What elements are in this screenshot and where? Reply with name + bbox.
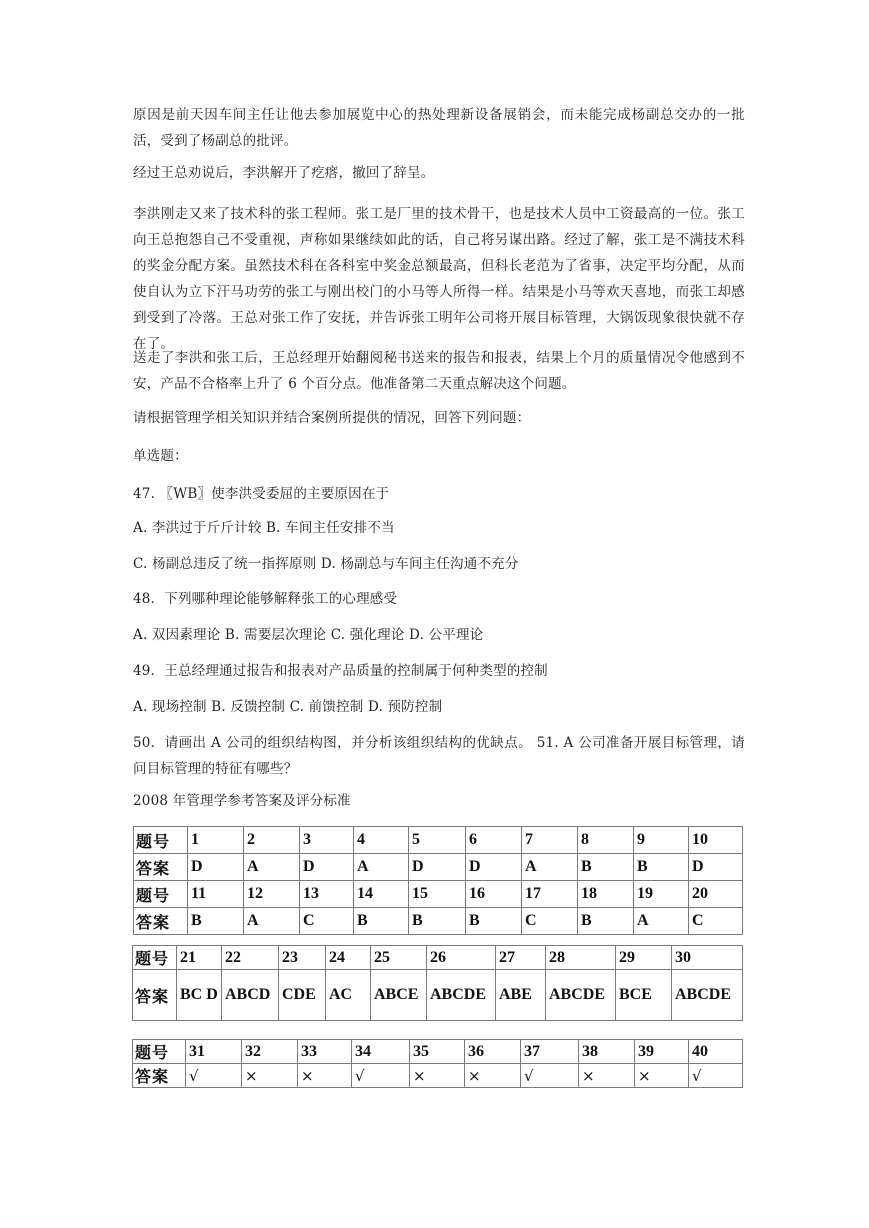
answer-cell: B <box>578 854 634 881</box>
answer-cell: CDE <box>279 970 326 1021</box>
table-row-answers <box>133 1064 743 1088</box>
question-number-cell: 9 <box>634 827 689 854</box>
question-number-cell: 6 <box>466 827 522 854</box>
answer-mark-cell: × <box>242 1064 298 1088</box>
question-number-cell: 39 <box>635 1040 689 1064</box>
question-49-options: A. 现场控制 B. 反馈控制 C. 前馈控制 D. 预防控制 <box>133 699 443 715</box>
row-header-answer: 答案 <box>133 1064 186 1088</box>
question-number-cell: 31 <box>186 1040 242 1064</box>
question-number-cell: 40 <box>689 1040 743 1064</box>
question-number-cell: 17 <box>522 881 578 908</box>
table-row-answers <box>134 908 743 935</box>
paragraph-case-1: 原因是前天因车间主任让他去参加展览中心的热处理新设备展销会，而未能完成杨副总交办的一批活，受到了杨副总的批评。 <box>133 107 745 149</box>
answer-table-1-20 <box>133 826 743 935</box>
row-header-question: 题号 <box>134 881 188 908</box>
question-number-cell: 10 <box>689 827 743 854</box>
question-number-cell: 7 <box>522 827 578 854</box>
question-number-cell: 4 <box>354 827 409 854</box>
question-number-cell: 12 <box>244 881 300 908</box>
question-number-cell: 26 <box>427 946 496 970</box>
table-row-question-numbers <box>133 1040 743 1064</box>
question-number-cell: 15 <box>409 881 466 908</box>
question-48-options: A. 双因素理论 B. 需要层次理论 C. 强化理论 D. 公平理论 <box>133 627 484 643</box>
answer-cell: ABCE <box>371 970 427 1021</box>
answer-cell: C <box>689 908 743 935</box>
answer-cell: BCE <box>616 970 672 1021</box>
question-number-cell: 1 <box>188 827 244 854</box>
answer-cell: D <box>466 854 522 881</box>
answer-cell: A <box>522 854 578 881</box>
question-number-cell: 23 <box>279 946 326 970</box>
answer-cell: ABCDE <box>546 970 616 1021</box>
question-number-cell: 27 <box>496 946 546 970</box>
question-number-cell: 25 <box>371 946 427 970</box>
question-number-cell: 21 <box>177 946 222 970</box>
row-header-question: 题号 <box>133 946 177 970</box>
table-row-answers <box>133 970 743 1021</box>
question-47-options-ab: A. 李洪过于斤斤计较 B. 车间主任安排不当 <box>133 520 395 536</box>
question-number-cell: 14 <box>354 881 409 908</box>
table-row-question-numbers <box>133 946 743 970</box>
row-header-answer: 答案 <box>134 854 188 881</box>
answer-mark-cell: √ <box>186 1064 242 1088</box>
answer-mark-cell: × <box>410 1064 465 1088</box>
answer-cell: D <box>409 854 466 881</box>
answer-cell: D <box>188 854 244 881</box>
answer-mark-cell: × <box>635 1064 689 1088</box>
question-number-cell: 20 <box>689 881 743 908</box>
question-number-cell: 2 <box>244 827 300 854</box>
question-number-cell: 11 <box>188 881 244 908</box>
question-number-cell: 24 <box>326 946 371 970</box>
question-number-cell: 38 <box>579 1040 635 1064</box>
questions-50-51: 50．请画出 A 公司的组织结构图，并分析该组织结构的优缺点。 51. A 公司准备开展目标管理，请问目标管理的特征有哪些？ <box>133 735 745 777</box>
question-number-cell: 34 <box>352 1040 410 1064</box>
answer-cell: ABCD <box>222 970 279 1021</box>
table-row-question-numbers <box>134 881 743 908</box>
answer-cell: AC <box>326 970 371 1021</box>
answer-cell: ABCDE <box>672 970 743 1021</box>
paragraph-case-4: 送走了李洪和张工后，王总经理开始翻阅秘书送来的报告和报表，结果上个月的质量情况令他感到不安，产品不合格率上升了 6 个百分点。他准备第二天重点解决这个问题。 <box>133 350 745 392</box>
answer-cell: C <box>522 908 578 935</box>
question-number-cell: 8 <box>578 827 634 854</box>
question-number-cell: 33 <box>298 1040 352 1064</box>
question-number-cell: 30 <box>672 946 743 970</box>
answer-table-31-40 <box>132 1039 743 1088</box>
answer-mark-cell: × <box>465 1064 521 1088</box>
answer-table-21-30 <box>132 945 743 1021</box>
row-header-answer: 答案 <box>134 908 188 935</box>
answer-cell: B <box>354 908 409 935</box>
question-number-cell: 37 <box>521 1040 579 1064</box>
paragraph-case-3: 李洪刚走又来了技术科的张工程师。张工是厂里的技术骨干，也是技术人员中工资最高的一位。张工向王总抱怨自己不受重视，声称如果继续如此的话，自己将另谋出路。经过了解，张工是不满技术科的奖金分配方案。虽然技术科在各科室中奖金总额最高，但科长老范为了省事，决定平均分配，从而使自认为立下汗马功劳的张工与刚出校门的小马等人所得一样。结果是小马等欢天喜地，而张工却感到受到了冷落。王总对张工作了安抚，并告诉张工明年公司将开展目标管理，大锅饭现象很快就不存在了。 <box>133 206 745 352</box>
question-number-cell: 16 <box>466 881 522 908</box>
question-number-cell: 22 <box>222 946 279 970</box>
row-header-question: 题号 <box>134 827 188 854</box>
answer-mark-cell: √ <box>521 1064 579 1088</box>
row-header-question: 题号 <box>133 1040 186 1064</box>
answer-mark-cell: √ <box>352 1064 410 1088</box>
question-47: 47. 〖WB〗使李洪受委屈的主要原因在于 <box>133 486 390 502</box>
answer-cell: B <box>188 908 244 935</box>
question-number-cell: 28 <box>546 946 616 970</box>
answer-mark-cell: × <box>298 1064 352 1088</box>
question-number-cell: 19 <box>634 881 689 908</box>
question-number-cell: 5 <box>409 827 466 854</box>
answer-cell: A <box>354 854 409 881</box>
answer-cell: A <box>244 854 300 881</box>
section-single-choice: 单选题： <box>133 448 188 464</box>
answer-cell: A <box>244 908 300 935</box>
answer-cell: C <box>300 908 354 935</box>
answer-key-title: 2008 年管理学参考答案及评分标准 <box>133 793 351 809</box>
answer-mark-cell: × <box>579 1064 635 1088</box>
question-49: 49．王总经理通过报告和报表对产品质量的控制属于何种类型的控制 <box>133 663 548 679</box>
table-row-answers <box>134 854 743 881</box>
row-header-answer: 答案 <box>133 970 177 1021</box>
answer-cell: B <box>466 908 522 935</box>
question-number-cell: 32 <box>242 1040 298 1064</box>
question-number-cell: 18 <box>578 881 634 908</box>
instruction-text: 请根据管理学相关知识并结合案例所提供的情况，回答下列问题： <box>133 410 531 426</box>
question-number-cell: 36 <box>465 1040 521 1064</box>
answer-cell: B <box>634 854 689 881</box>
answer-cell: ABCDE <box>427 970 496 1021</box>
table-row-question-numbers <box>134 827 743 854</box>
answer-cell: B <box>578 908 634 935</box>
answer-cell: BC D <box>177 970 222 1021</box>
question-number-cell: 13 <box>300 881 354 908</box>
answer-mark-cell: √ <box>689 1064 743 1088</box>
answer-cell: A <box>634 908 689 935</box>
question-47-options-cd: C. 杨副总违反了统一指挥原则 D. 杨副总与车间主任沟通不充分 <box>133 556 519 572</box>
answer-cell: D <box>300 854 354 881</box>
paragraph-case-2: 经过王总劝说后，李洪解开了疙瘩，撤回了辞呈。 <box>133 165 435 181</box>
question-number-cell: 35 <box>410 1040 465 1064</box>
question-48: 48．下列哪种理论能够解释张工的心理感受 <box>133 591 398 607</box>
answer-cell: D <box>689 854 743 881</box>
question-number-cell: 3 <box>300 827 354 854</box>
answer-cell: ABE <box>496 970 546 1021</box>
question-number-cell: 29 <box>616 946 672 970</box>
answer-cell: B <box>409 908 466 935</box>
